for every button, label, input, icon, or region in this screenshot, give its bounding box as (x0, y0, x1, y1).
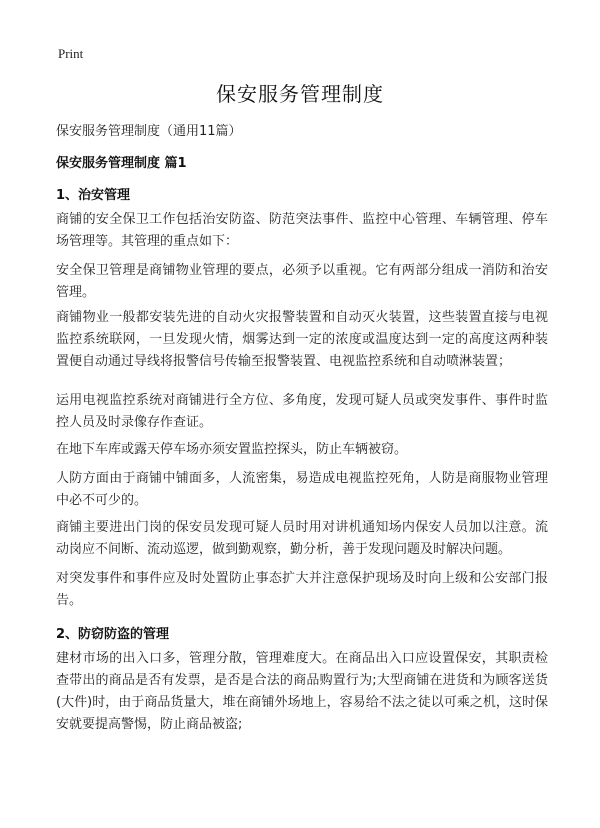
paragraph: 建材市场的出入口多，管理分散，管理难度大。在商品出入口应设置保安，其职责检查带出的商品是否有发票，是否是合法的商品购置行为;大型商铺在进货和为顾客送货(大件)时，由于商品货量大，堆在商铺外场地上，容易给不法之徒以可乘之机，这时保安就要提高警惕，防止商品被盗; (56, 651, 548, 732)
paragraph: 运用电视监控系统对商铺进行全方位、多角度，发现可疑人员或突发事件、事件时监控人员及时录像存作查证。 (56, 393, 548, 430)
paragraph: 商铺物业一般都安装先进的自动火灾报警装置和自动灭火装置，这些装置直接与电视监控系统联网，一旦发现火情，烟雾达到一定的浓度或温度达到一定的高度这两种装置便自动通过导线将报警信号传输至报警装置、电视监控系统和自动喷淋装置； (56, 310, 548, 369)
paragraph: 人防方面由于商铺中铺面多，人流密集，易造成电视监控死角，人防是商服物业管理中必不可少的。 (56, 471, 548, 508)
document-subtitle: 保安服务管理制度（通用11篇） (56, 124, 242, 139)
paragraph: 商铺的安全保卫工作包括治安防盗、防范突法事件、监控中心管理、车辆管理、停车场管理等。其管理的重点如下： (56, 212, 548, 249)
print-label[interactable]: Print (58, 46, 84, 61)
section-heading-2: 2、防窃防盗的管理 (56, 627, 170, 642)
section-heading-1: 1、治安管理 (56, 188, 131, 203)
article-heading: 保安服务管理制度 篇1 (56, 156, 187, 171)
paragraph: 商铺主要进出门岗的保安员发现可疑人员时用对讲机通知场内保安人员加以注意。流动岗应不间断、流动巡逻，做到勤观察，勤分析，善于发现问题及时解决问题。 (56, 520, 548, 557)
document-title: 保安服务管理制度 (216, 82, 384, 106)
paragraph: 安全保卫管理是商铺物业管理的要点，必须予以重视。它有两部分组成一消防和治安管理。 (56, 263, 548, 300)
paragraph: 在地下车库或露天停车场亦须安置监控探头，防止车辆被窃。 (56, 442, 408, 457)
paragraph: 对突发事件和事件应及时处置防止事态扩大并注意保护现场及时向上级和公安部门报告。 (56, 571, 548, 608)
